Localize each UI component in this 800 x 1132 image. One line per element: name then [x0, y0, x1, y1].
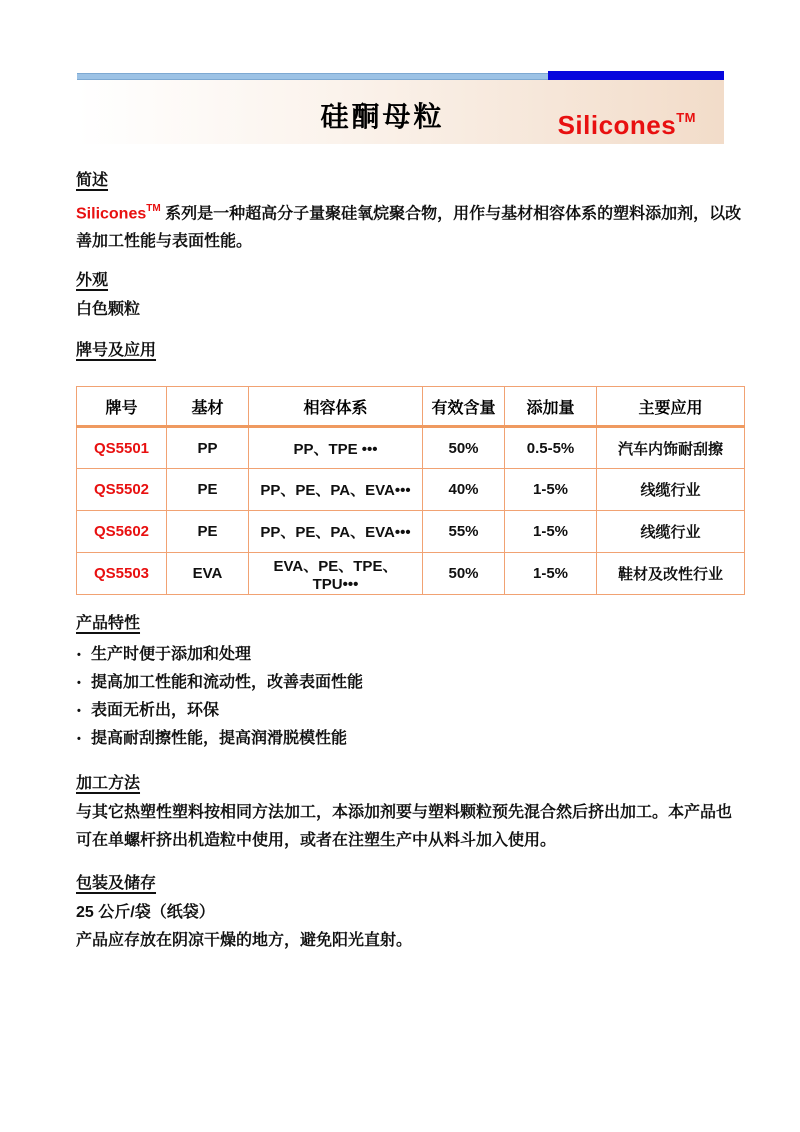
dosage-cell: 0.5-5% [505, 427, 597, 469]
base-resin-cell: PE [167, 469, 249, 511]
features-list [76, 641, 746, 753]
compatible-system-cell: PP、PE、PA、EVA••• [249, 469, 423, 511]
feature-item: • 生产时便于添加和处理 [76, 641, 746, 669]
column-header-compatible-system: 相容体系 [249, 387, 423, 427]
column-header-base-resin: 基材 [167, 387, 249, 427]
processing-heading: 加工方法 [76, 775, 141, 793]
brand-name: Silicones [557, 110, 677, 140]
main-application-cell: 汽车内饰耐刮擦 [597, 427, 745, 469]
feature-item: • 表面无析出，环保 [76, 697, 746, 725]
active-content-cell: 40% [423, 469, 505, 511]
dosage-cell: 1-5% [505, 469, 597, 511]
compatible-system-cell: EVA、PE、TPE、TPU••• [249, 553, 423, 595]
accent-bar-light-blue [77, 73, 548, 80]
title-banner [77, 80, 724, 144]
table-row [77, 553, 745, 595]
section-processing [76, 773, 746, 855]
base-resin-cell: EVA [167, 553, 249, 595]
active-content-cell: 50% [423, 553, 505, 595]
brand-trademark: TM [676, 110, 696, 126]
table-row [77, 427, 745, 469]
section-features [76, 613, 746, 753]
grades-table [76, 386, 745, 595]
feature-item: • 提高加工性能和流动性，改善表面性能 [76, 669, 746, 697]
section-overview [76, 170, 746, 256]
grades-heading: 牌号及应用 [76, 342, 157, 360]
page-header [77, 0, 724, 144]
appearance-heading: 外观 [76, 272, 109, 290]
table-header-row [77, 387, 745, 427]
base-resin-cell: PE [167, 511, 249, 553]
brand-trademark-inline: TM [146, 203, 161, 214]
compatible-system-cell: PP、TPE ••• [249, 427, 423, 469]
section-grades [76, 340, 746, 595]
document-body [76, 170, 746, 955]
column-header-dosage: 添加量 [505, 387, 597, 427]
header-accent-bar [77, 71, 724, 80]
overview-text [76, 196, 746, 256]
storage-instruction-text: 产品应存放在阴凉干燥的地方，避免阳光直射。 [76, 932, 413, 950]
column-header-active-content: 有效含量 [423, 387, 505, 427]
section-appearance [76, 270, 746, 324]
main-application-cell: 鞋材及改性行业 [597, 553, 745, 595]
grade-code-cell: QS5602 [77, 511, 167, 553]
processing-text: 与其它热塑性塑料按相同方法加工，本添加剂要与塑料颗粒预先混合然后挤出加工。本产品也可在单螺杆挤出机造粒中使用，或者在注塑生产中从料斗加入使用。 [76, 804, 733, 850]
appearance-text: 白色颗粒 [76, 301, 141, 319]
base-resin-cell: PP [167, 427, 249, 469]
features-heading: 产品特性 [76, 615, 141, 633]
overview-heading: 简述 [76, 172, 109, 189]
active-content-cell: 55% [423, 511, 505, 553]
dosage-cell: 1-5% [505, 553, 597, 595]
overview-body-text: 系列是一种超高分子量聚硅氧烷聚合物，用作与基材相容体系的塑料添加剂，以改善加工性能与表面性能。 [76, 205, 742, 251]
column-header-main-application: 主要应用 [597, 387, 745, 427]
grade-code-cell: QS5501 [77, 427, 167, 469]
main-application-cell: 线缆行业 [597, 511, 745, 553]
packaging-spec-text: 25 公斤/袋（纸袋） [76, 904, 215, 922]
section-packaging [76, 873, 746, 955]
feature-item: • 提高耐刮擦性能，提高润滑脱模性能 [76, 725, 746, 753]
grade-code-cell: QS5503 [77, 553, 167, 595]
column-header-grade: 牌号 [77, 387, 167, 427]
main-application-cell: 线缆行业 [597, 469, 745, 511]
brand-logo [558, 110, 696, 141]
accent-bar-dark-blue [548, 71, 724, 80]
table-row [77, 511, 745, 553]
grade-code-cell: QS5502 [77, 469, 167, 511]
dosage-cell: 1-5% [505, 511, 597, 553]
page-title: 硅酮母粒 [320, 101, 445, 132]
compatible-system-cell: PP、PE、PA、EVA••• [249, 511, 423, 553]
brand-name-inline: Silicones [76, 205, 147, 223]
packaging-heading: 包装及储存 [76, 875, 157, 893]
active-content-cell: 50% [423, 427, 505, 469]
table-row [77, 469, 745, 511]
